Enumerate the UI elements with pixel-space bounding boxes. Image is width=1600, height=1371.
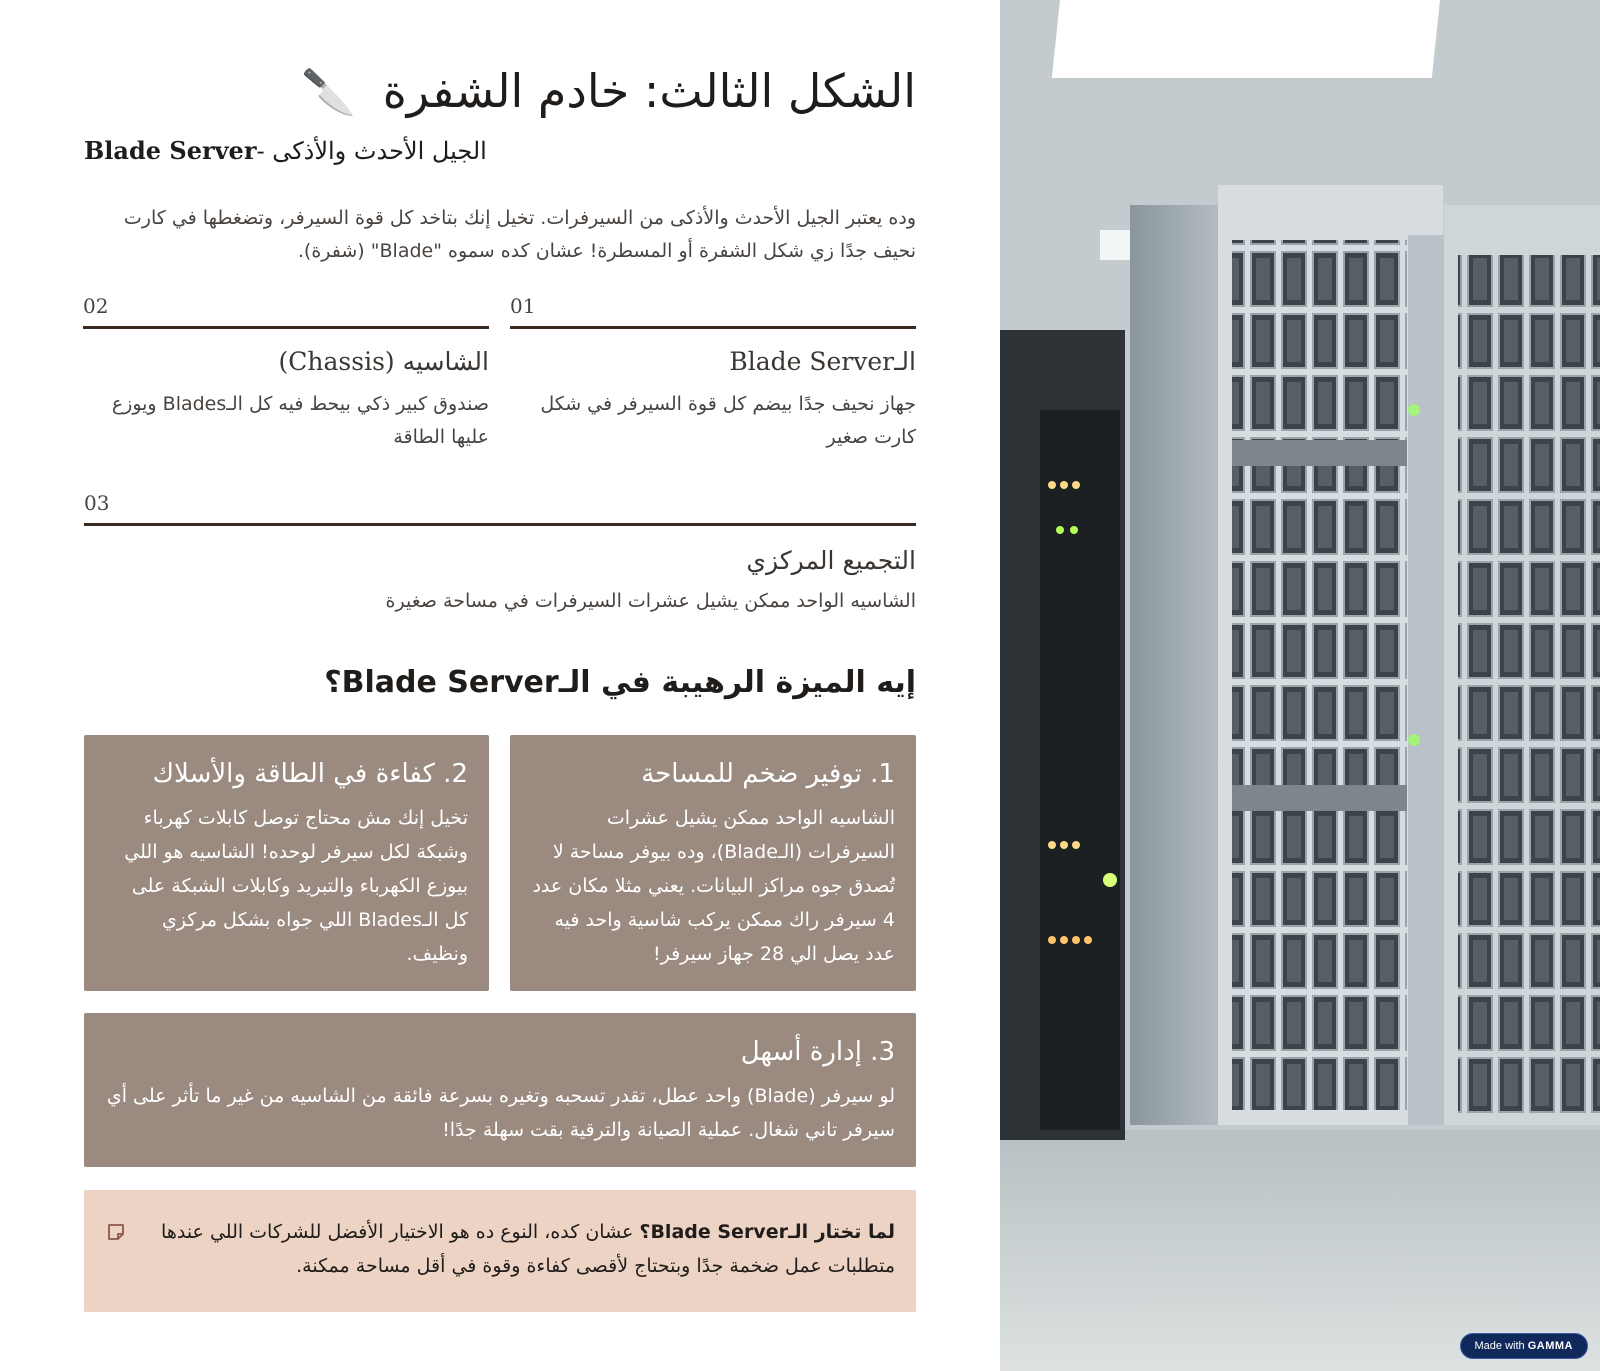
gamma-logo: GAMMA xyxy=(1527,1340,1573,1352)
made-with-gamma-badge[interactable] xyxy=(1460,1333,1588,1359)
step-body: صندوق كبير ذكي بيحط فيه كل الـBlades ويوزع عليها الطاقة xyxy=(111,393,489,448)
badge-prefix: Made with xyxy=(1474,1340,1528,1352)
step-body: جهاز نحيف جدًا بيضم كل قوة السيرفر في شكل كارت صغير xyxy=(540,393,916,448)
step-chassis xyxy=(83,294,489,454)
subtitle-arabic: الجيل الأحدث والأذكى - xyxy=(256,137,487,165)
note-icon xyxy=(106,1222,126,1242)
benefit-card-space xyxy=(510,735,916,991)
title-text: الشكل الثالث: خادم الشفرة xyxy=(382,64,916,118)
card-body: الشاسيه الواحد ممكن يشيل عشرات السيرفرات (الـBlade)، وده بيوفر مساحة لا تُصدق جوه مراكز البيانات. يعني مثلا مكان عدد 4 سيرفر راك ممكن يركب شاسية واحد فيه عدد يصل الي 28 جهاز سيرفر! xyxy=(532,807,895,965)
card-title: 1. توفير ضخم للمساحة xyxy=(641,759,895,789)
step-divider xyxy=(84,523,916,526)
step-body: الشاسيه الواحد ممكن يشيل عشرات السيرفرات في مساحة صغيرة xyxy=(385,590,916,612)
card-body: تخيل إنك مش محتاج توصل كابلات كهرباء وشبكة لكل سيرفر لوحده! الشاسيه هو اللي بيوزع الكهرباء والتبريد وكابلات الشبكة على كل الـBlades اللي جواه بشكل مركزي ونظيف. xyxy=(124,807,468,965)
card-body: لو سيرفر (Blade) واحد عطل، تقدر تسحبه وتغيره بسرعة فائقة من الشاسيه من غير ما تأثر على أي سيرفر تاني شغال. عملية الصيانة والترقية بقت سهلة جدًا! xyxy=(106,1085,895,1141)
step-divider xyxy=(83,326,489,329)
step-blade-server xyxy=(510,294,916,454)
page-title xyxy=(84,62,916,122)
intro-paragraph: وده يعتبر الجيل الأحدث والأذكى من السيرفرات. تخيل إنك بتاخد كل قوة السيرفر، وتضغطها في كارت نحيف جدًا زي شكل الشفرة أو المسطرة! عشان كده سموه "Blade" (شفرة). xyxy=(123,207,916,262)
benefit-card-management xyxy=(84,1013,916,1167)
benefits-heading: إيه الميزة الرهيبة في الـBlade Server؟ xyxy=(324,665,916,700)
slide-content xyxy=(84,0,916,1371)
step-number: 02 xyxy=(83,294,109,318)
subtitle-english: Blade Server xyxy=(84,136,257,165)
callout-body: عشان كده، النوع ده هو الاختيار الأفضل للشركات اللي عندها متطلبات عمل ضخمة جدًا وبتحتاج لأقصى كفاءة وقوة في أقل مساحة ممكنة. xyxy=(161,1221,895,1277)
server-rack-illustration xyxy=(1000,0,1600,1371)
card-title: 3. إدارة أسهل xyxy=(740,1037,895,1067)
step-heading: الشاسيه (Chassis) xyxy=(278,347,489,376)
step-heading: التجميع المركزي xyxy=(746,546,916,575)
step-central-grouping xyxy=(84,491,916,618)
benefit-card-power xyxy=(84,735,489,991)
step-number: 01 xyxy=(510,294,536,318)
card-title: 2. كفاءة في الطاقة والأسلاك xyxy=(152,759,468,789)
subtitle xyxy=(84,136,916,165)
server-rack-photo xyxy=(1000,0,1600,1371)
step-divider xyxy=(510,326,916,329)
knife-icon: 🔪 xyxy=(301,67,357,118)
callout-note xyxy=(84,1190,916,1312)
callout-bold: لما تختار الـBlade Server؟ xyxy=(639,1221,895,1243)
step-heading: الـBlade Server xyxy=(729,347,916,376)
callout-text xyxy=(144,1215,895,1283)
step-number: 03 xyxy=(84,491,110,515)
